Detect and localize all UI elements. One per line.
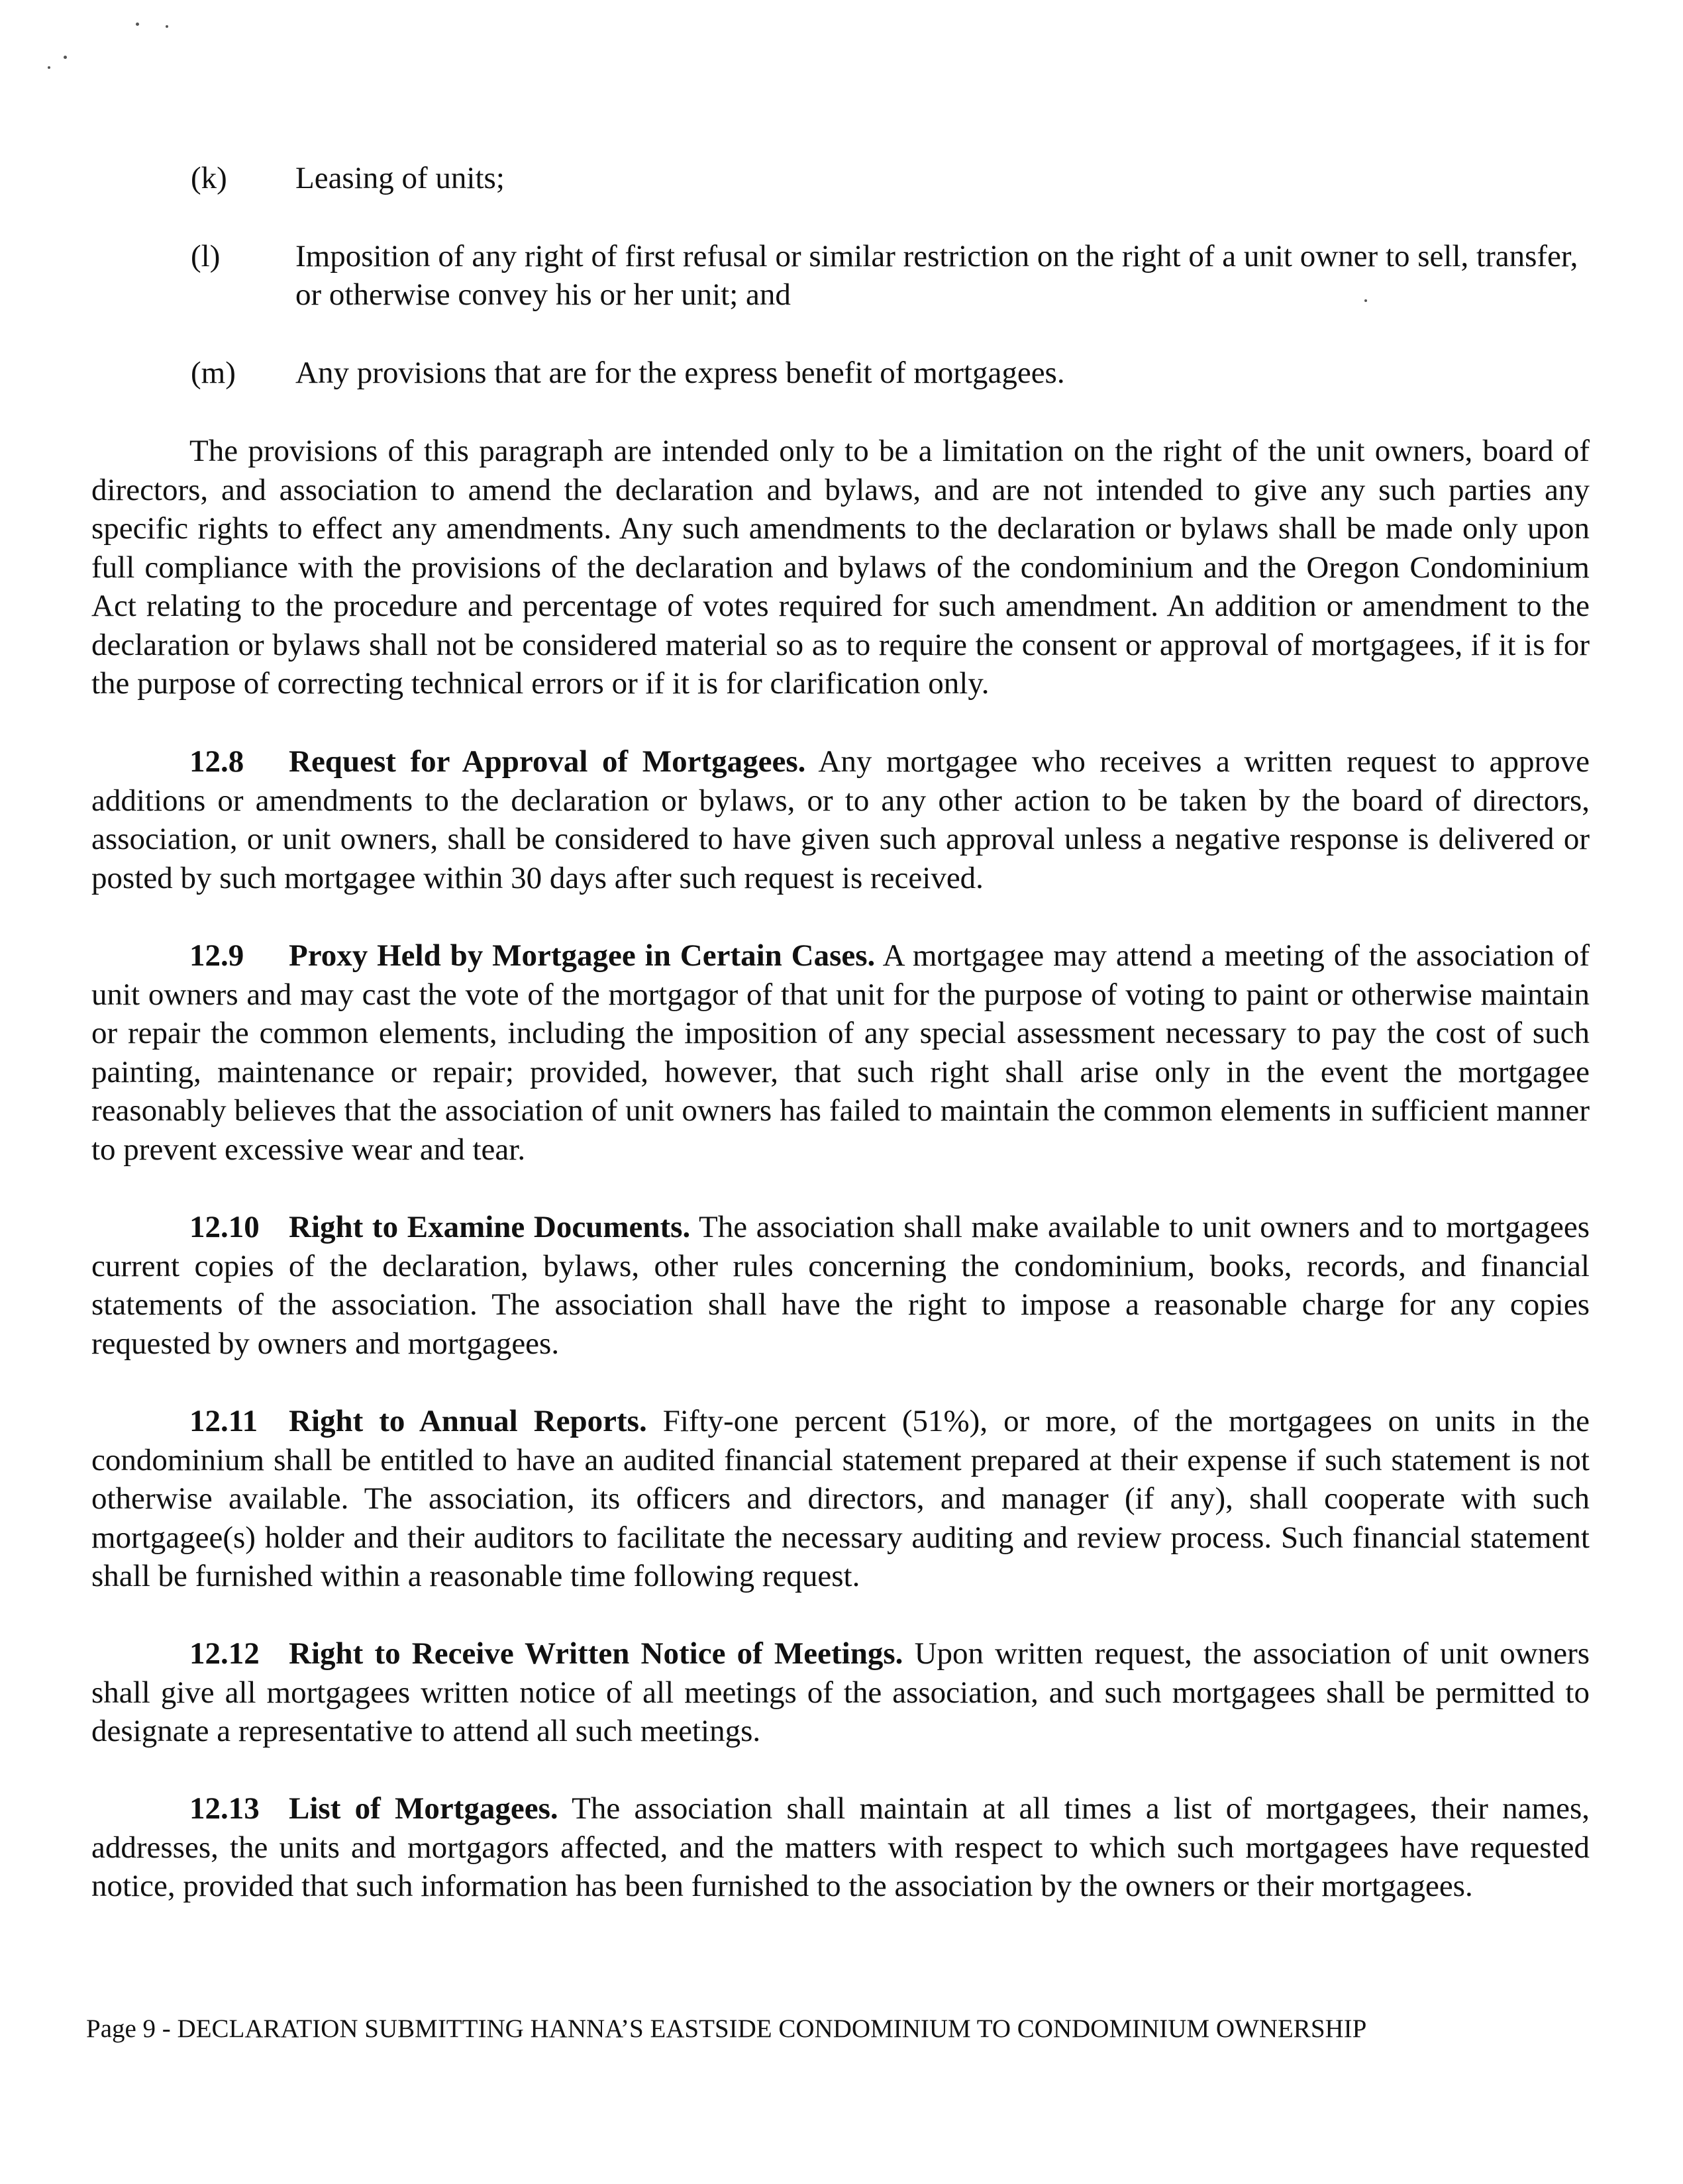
list-text: Leasing of units; — [295, 161, 505, 195]
section-title: Right to Receive Written Notice of Meetings. — [289, 1636, 903, 1671]
section-body: A mortgagee may attend a meeting of the association of unit owners and may cast the vote of the mortgagor of that unit for the purpose of voting to paint or otherwise maintain or repair the common elements, including the imposition of any special assessment necessary to pay the cost of such painting, maintenance or repair; provided, however, that such right shall arise only in the event the mortgagee reasonably believes that the association of unit owners has failed to maintain the common elements in sufficient manner to prevent excessive wear and tear. — [91, 938, 1590, 1167]
section-title: Proxy Held by Mortgagee in Certain Cases. — [289, 938, 876, 973]
section-body: The association shall make available to unit owners and to mortgagees current copies of the declaration, bylaws, other rules concerning the condominium, books, records, and financial statements of the association. The association shall have the right to impose a reasonable charge for any copies requested by owners and mortgagees. — [91, 1210, 1590, 1361]
list-marker: (l) — [191, 239, 221, 273]
section-12-11 — [91, 1402, 1590, 1596]
section-12-9 — [91, 936, 1590, 1169]
list-text: Any provisions that are for the express benefit of mortgagees. — [295, 356, 1065, 390]
section-title: Request for Approval of Mortgagees. — [289, 744, 806, 779]
scan-speck — [48, 66, 50, 69]
section-number: 12.8 — [189, 744, 244, 779]
scan-speck — [166, 25, 168, 28]
section-number: 12.12 — [189, 1636, 260, 1671]
list-marker: (k) — [191, 161, 227, 195]
section-body: Any mortgagee who receives a written request to approve additions or amendments to the declaration or bylaws, or to any other action to be taken by the board of directors, association, or unit owners, shall be considered to have given such approval unless a negative response is delivered or posted by such mortgagee within 30 days after such request is received. — [91, 744, 1590, 895]
scan-speck — [136, 23, 139, 26]
section-title: Right to Examine Documents. — [289, 1210, 691, 1244]
section-title: Right to Annual Reports. — [289, 1404, 647, 1438]
section-body: The association shall maintain at all times a list of mortgagees, their names, addresses, the units and mortgagors affected, and the matters with respect to which such mortgagees have requested notice, provided that such information has been furnished to the association by the owners or their mortgagees. — [91, 1791, 1590, 1903]
section-number: 12.10 — [189, 1210, 260, 1244]
section-body: Upon written request, the association of unit owners shall give all mortgagees written notice of all meetings of the association, and such mortgagees shall be permitted to designate a representative to attend all such meetings. — [91, 1636, 1590, 1748]
list-marker: (m) — [191, 356, 236, 390]
section-title: List of Mortgagees. — [289, 1791, 558, 1826]
section-12-10 — [91, 1208, 1590, 1363]
section-number: 12.11 — [189, 1404, 258, 1438]
scan-speck — [64, 56, 67, 59]
section-body: Fifty-one percent (51%), or more, of the mortgagees on units in the condominium shall be entitled to have an audited financial statement prepared at their expense if such statement is not otherwise available. The association, its officers and directors, and manager (if any), shall cooperate with such mortgagee(s) holder and their auditors to facilitate the necessary auditing and review process. Such financial statement shall be furnished within a reasonable time following request. — [91, 1404, 1590, 1593]
page-footer: Page 9 - DECLARATION SUBMITTING HANNA’S EASTSIDE CONDOMINIUM TO CONDOMINIUM OWNERSHIP — [86, 2014, 1367, 2043]
intro-paragraph: The provisions of this paragraph are intended only to be a limitation on the right of the unit owners, board of directors, and association to amend the declaration and bylaws, and are not intended to give any such parties any specific rights to effect any amendments. Any such amendments to the declaration or bylaws shall be made only upon full compliance with the provisions of the declaration and bylaws of the condominium and the Oregon Condominium Act relating to the procedure and percentage of votes required for such amendment. An addition or amendment to the declaration or bylaws shall not be considered material so as to require the consent or approval of mortgagees, if it is for the purpose of correcting technical errors or if it is for clarification only. — [91, 434, 1590, 701]
section-12-8 — [91, 742, 1590, 897]
section-12-13 — [91, 1789, 1590, 1906]
list-text: Imposition of any right of first refusal or similar restriction on the right of a unit owner to sell, transfer, or otherwise convey his or her unit; and — [295, 239, 1578, 312]
section-number: 12.9 — [189, 938, 244, 973]
section-12-12 — [91, 1634, 1590, 1751]
section-number: 12.13 — [189, 1791, 260, 1826]
